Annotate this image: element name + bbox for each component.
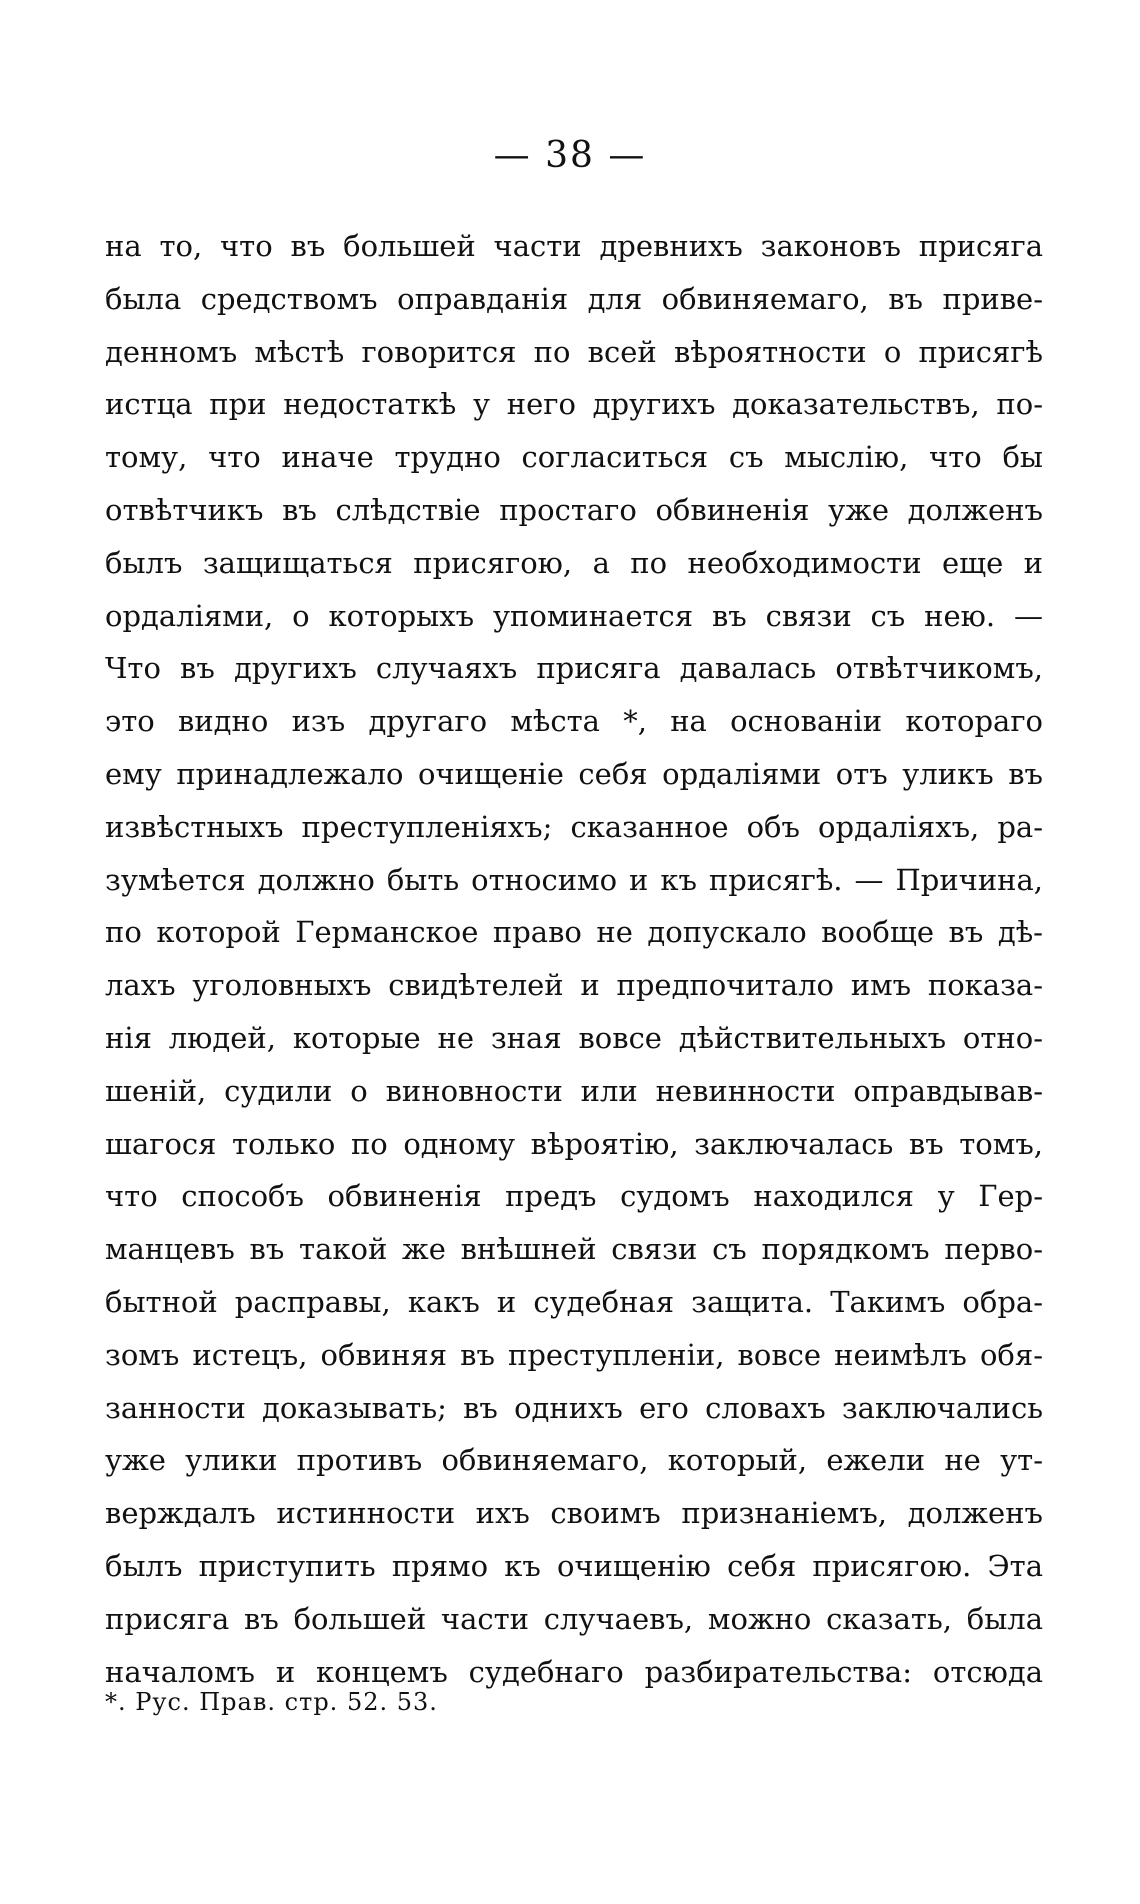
- text-line: былъ приступить прямо къ очищенію себя присягою. Эта: [105, 1548, 1043, 1583]
- text-line: ему принадлежало очищеніе себя ордаліями отъ уликъ въ: [105, 756, 1043, 791]
- text-line: лахъ уголовныхъ свидѣтелей и предпочитало имъ показа-: [105, 968, 1043, 1003]
- text-line: на то, что въ большей части древнихъ законовъ присяга: [105, 229, 1043, 263]
- text-line: ордаліями, о которыхъ упоминается въ связи съ нею. —: [105, 598, 1043, 633]
- text-line: Что въ другихъ случаяхъ присяга давалась отвѣтчикомъ,: [105, 651, 1043, 686]
- text-line: верждалъ истинности ихъ своимъ признаніемъ, долженъ: [105, 1496, 1043, 1531]
- text-line: денномъ мѣстѣ говорится по всей вѣроятности о присягѣ: [105, 334, 1043, 369]
- footnote: *. Рус. Прав. стр. 52. 53.: [105, 1688, 438, 1716]
- text-line: уже улики противъ обвиняемаго, который, ежели не ут-: [105, 1443, 1043, 1478]
- text-line: истца при недостаткѣ у него другихъ доказательствъ, по-: [105, 387, 1043, 422]
- text-line: что способъ обвиненія предъ судомъ находился у Гер-: [105, 1179, 1043, 1214]
- text-line: по которой Германское право не допускало вообще въ дѣ-: [105, 915, 1043, 950]
- text-line: зомъ истецъ, обвиняя въ преступленіи, вовсе неимѣлъ обя-: [105, 1337, 1043, 1372]
- text-line: тому, что иначе трудно согласиться съ мыслію, что бы: [105, 440, 1043, 475]
- text-line: бытной расправы, какъ и судебная защита. Такимъ обра-: [105, 1284, 1043, 1319]
- text-line: присяга въ большей части случаевъ, можно сказать, была: [105, 1601, 1043, 1636]
- page-number: — 38 —: [493, 135, 647, 176]
- text-line: нія людей, которые не зная вовсе дѣйствительныхъ отно-: [105, 1020, 1043, 1055]
- text-line: шагося только по одному вѣроятію, заключалась въ томъ,: [105, 1126, 1043, 1161]
- text-line: началомъ и концемъ судебнаго разбирательства: отсюда: [105, 1654, 1043, 1689]
- text-line: манцевъ въ такой же внѣшней связи съ порядкомъ перво-: [105, 1232, 1043, 1267]
- text-line: шеній, судили о виновности или невинности оправдывав-: [105, 1073, 1043, 1108]
- text-line: зумѣется должно быть относимо и къ присягѣ. — Причина,: [105, 862, 1043, 897]
- text-line: отвѣтчикъ въ слѣдствіе простаго обвиненія уже долженъ: [105, 492, 1043, 527]
- text-line: занности доказывать; въ однихъ его словахъ заключались: [105, 1390, 1043, 1425]
- text-line: это видно изъ другаго мѣста *, на основаніи котораго: [105, 704, 1043, 739]
- text-line: извѣстныхъ преступленіяхъ; сказанное объ ордаліяхъ, ра-: [105, 809, 1043, 844]
- text-line: былъ защищаться присягою, а по необходимости еще и: [105, 545, 1043, 580]
- text-line: была средствомъ оправданія для обвиняемаго, въ приве-: [105, 281, 1043, 316]
- body-text: [105, 220, 1043, 1698]
